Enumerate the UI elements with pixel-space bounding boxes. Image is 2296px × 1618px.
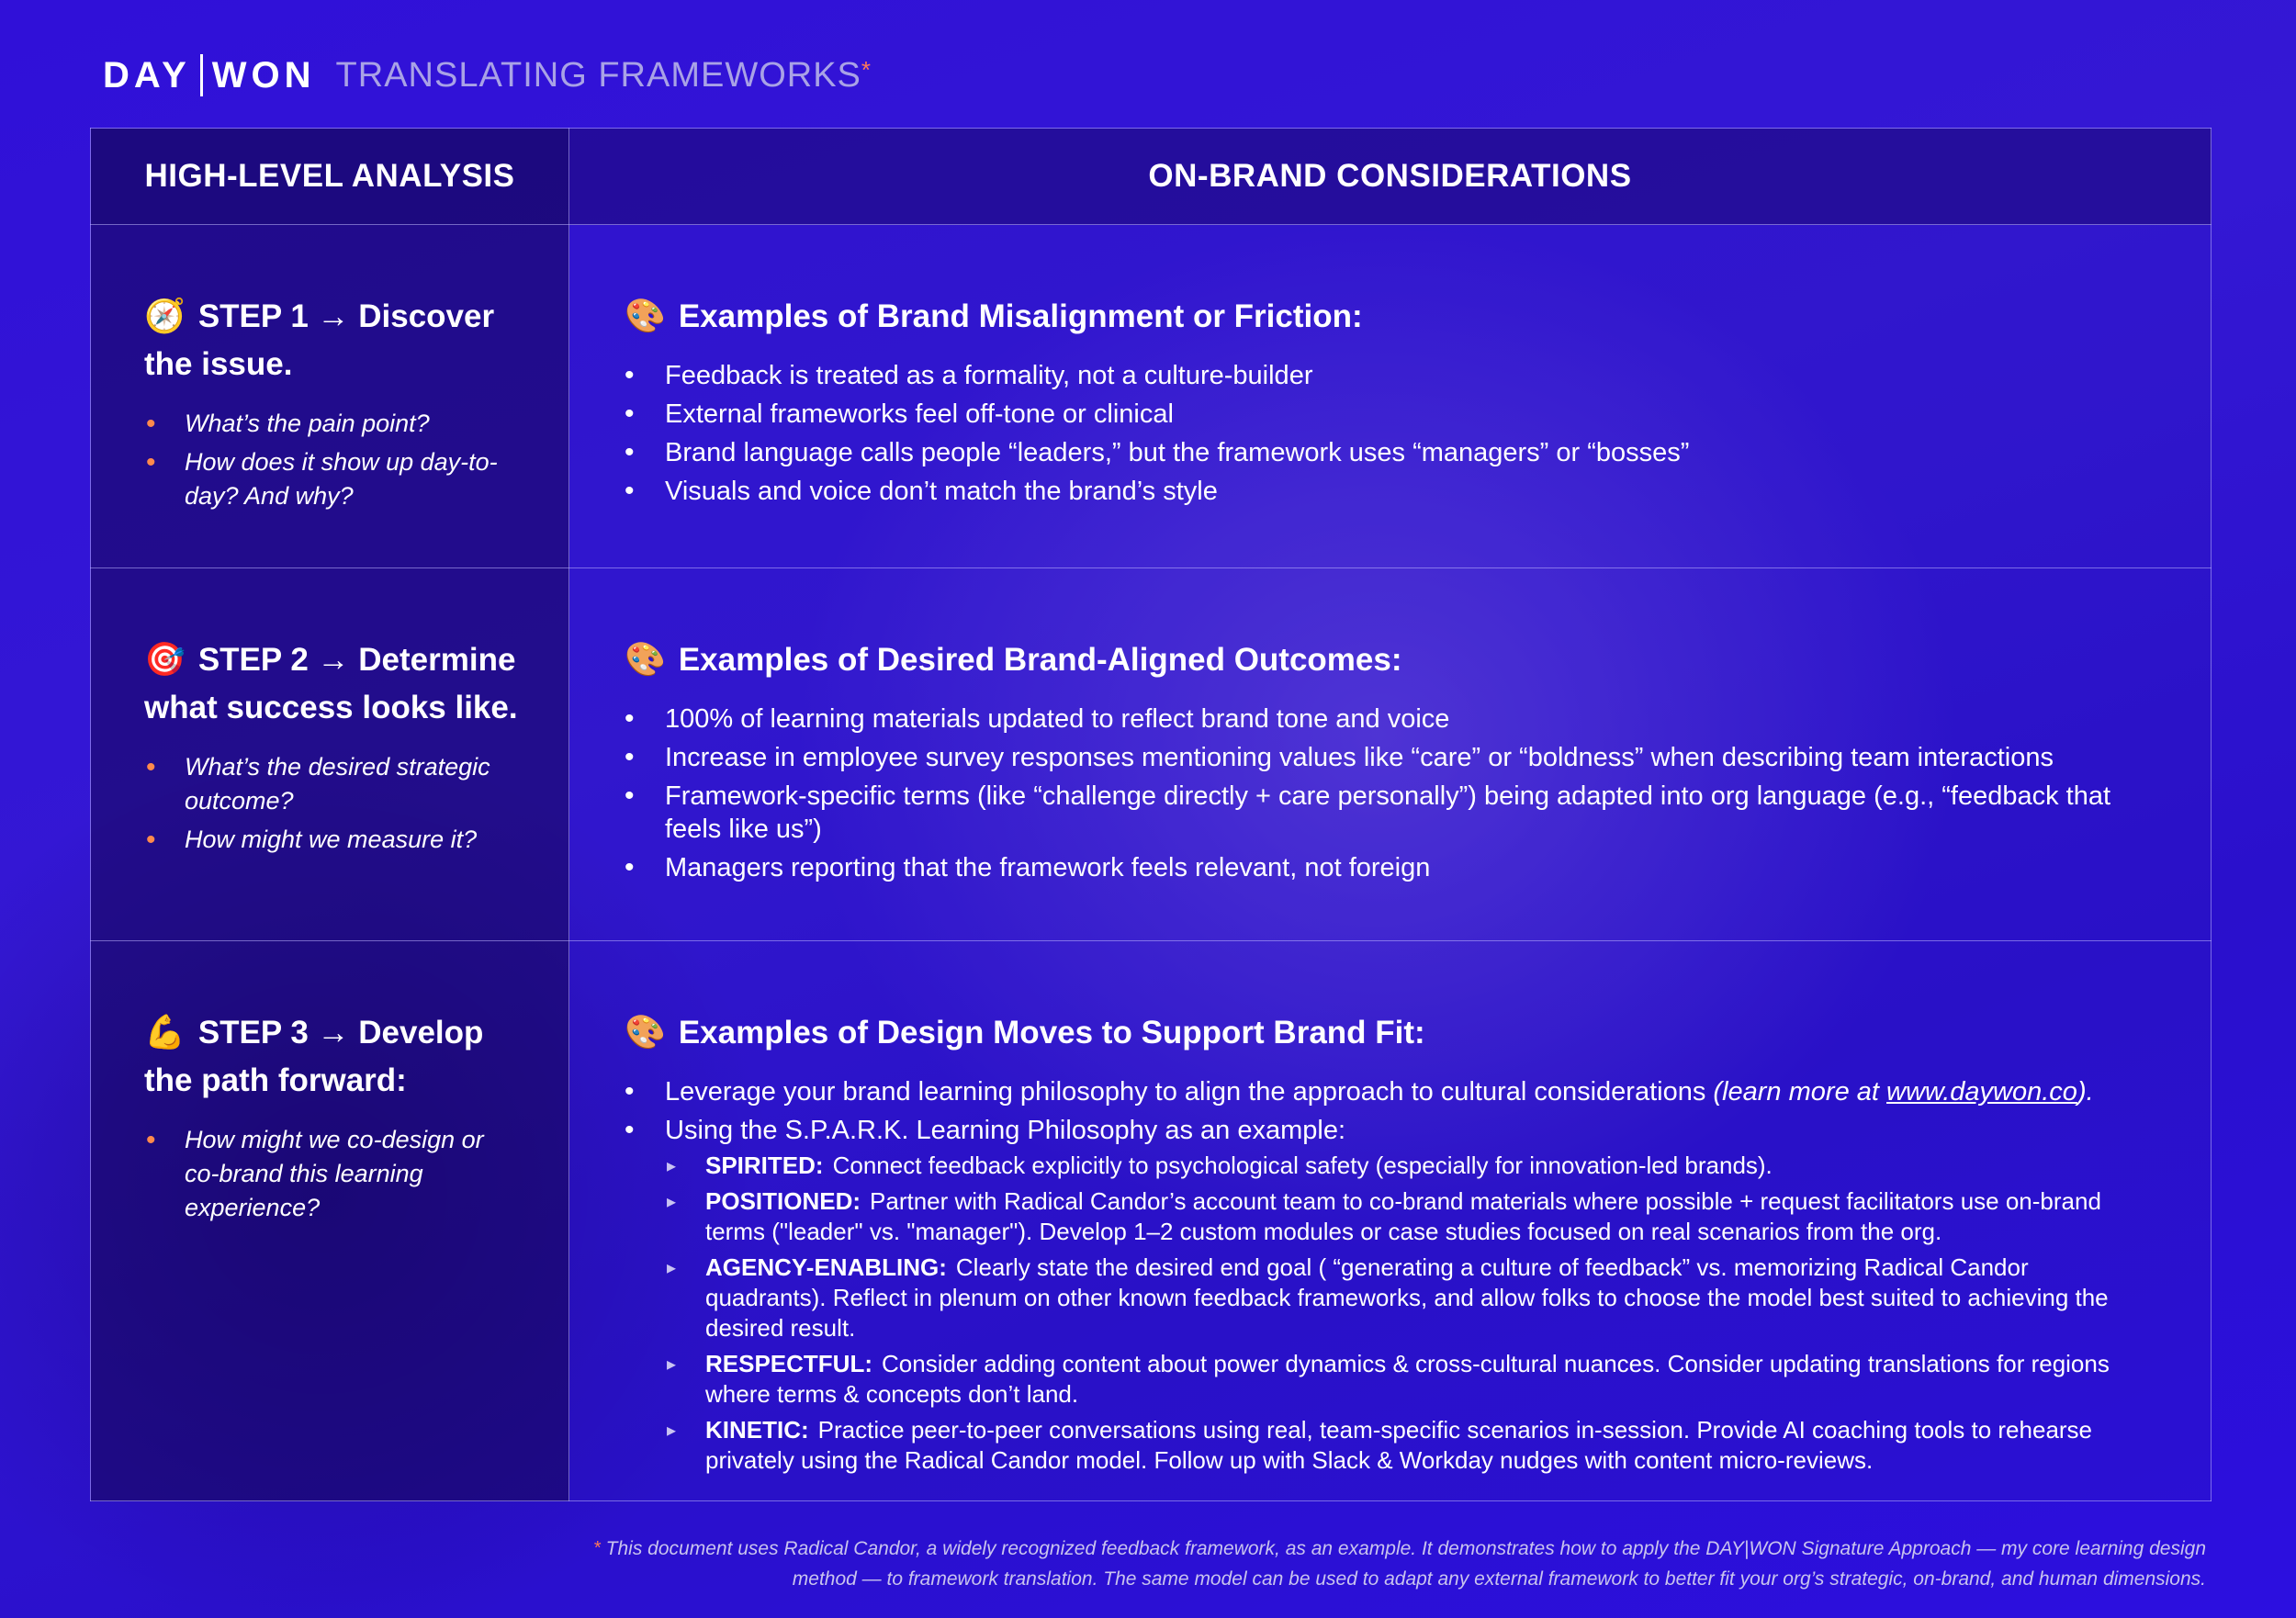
list-item: • Managers reporting that the framework feels relevant, not foreign — [665, 851, 2155, 884]
outcomes-title — [625, 635, 2155, 684]
spark-item-kinetic: ▸ KINETIC: Practice peer-to-peer conversations using real, team-specific scenarios in-session. Provide AI coaching tools to rehearse privately using the Radical Candor model. Follow up with Slack & Workday nudges with content micro-reviews. — [705, 1415, 2155, 1476]
column-header-considerations: ON-BRAND CONSIDERATIONS — [569, 129, 2212, 225]
compass-icon: 🧭 — [144, 297, 186, 334]
step-3-title — [144, 1008, 523, 1105]
footnote-asterisk: * — [593, 1538, 601, 1558]
list-item: • Brand language calls people “leaders,” but the framework uses “managers” or “bosses” — [665, 436, 2155, 469]
frameworks-table — [90, 128, 2212, 1501]
list-item: • Feedback is treated as a formality, not a culture-builder — [665, 359, 2155, 392]
question-item: • What’s the desired strategic outcome? — [185, 750, 523, 818]
footnote-line-2: method — to framework translation. The same model can be used to adapt any external framework to better fit your org’s strategic, on-brand, and human dimensions. — [792, 1568, 2206, 1590]
design-moves-cell — [569, 941, 2212, 1501]
step-1-cell — [91, 225, 569, 568]
palette-icon: 🎨 — [625, 297, 666, 334]
step-2-questions — [144, 750, 523, 857]
table-row-step-1 — [91, 225, 2212, 568]
spark-item-agency-enabling: ▸ AGENCY-ENABLING: Clearly state the desired end goal ( “generating a culture of feedback” vs. memorizing Radical Candor quadrants). Reflect in plenum on other known feedback frameworks, and allow folks to choose the model best suited to achieving the desired result. — [705, 1253, 2155, 1343]
question-item: • What’s the pain point? — [185, 407, 523, 441]
list-item: • Framework-specific terms (like “challenge directly + care personally”) being adapted into org language (e.g., “feedback that feels like us”) — [665, 780, 2155, 846]
daywon-link[interactable]: www.daywon.co — [1886, 1077, 2077, 1107]
question-item: • How might we measure it? — [185, 823, 523, 857]
outcomes-cell — [569, 568, 2212, 941]
outcomes-list — [625, 702, 2155, 884]
table-row-step-2 — [91, 568, 2212, 941]
step-2-cell — [91, 568, 569, 941]
page-title-text: TRANSLATING FRAMEWORKS — [335, 55, 861, 95]
step-3-questions — [144, 1123, 523, 1225]
step-1-title — [144, 292, 523, 388]
spark-list — [665, 1151, 2155, 1476]
learn-more-note: (learn more at www.daywon.co). — [1713, 1077, 2094, 1107]
list-item-text: Using the S.P.A.R.K. Learning Philosophy as an example: — [665, 1116, 1346, 1145]
target-icon: 🎯 — [144, 640, 186, 678]
step-1-title-text: STEP 1 → Discover the issue. — [144, 298, 495, 382]
list-item: • Visuals and voice don’t match the brand’s style — [665, 475, 2155, 508]
step-1-questions — [144, 407, 523, 513]
footnote — [461, 1534, 2206, 1594]
step-3-title-text: STEP 3 → Develop the path forward: — [144, 1015, 484, 1098]
step-3-cell — [91, 941, 569, 1501]
table-row-step-3 — [91, 941, 2212, 1501]
misalignment-title-text: Examples of Brand Misalignment or Friction: — [678, 298, 1363, 334]
page-title — [336, 56, 872, 96]
misalignment-list — [625, 359, 2155, 508]
palette-icon: 🎨 — [625, 1013, 666, 1051]
palette-icon: 🎨 — [625, 640, 666, 678]
misalignment-cell — [569, 225, 2212, 568]
page-header — [103, 48, 872, 103]
question-item: • How might we co-design or co-brand this learning experience? — [185, 1123, 523, 1225]
misalignment-title — [625, 292, 2155, 341]
list-item: • Increase in employee survey responses mentioning values like “care” or “boldness” when describing team interactions — [665, 741, 2155, 774]
spark-item-spirited: ▸ SPIRITED: Connect feedback explicitly to psychological safety (especially for innovation-led brands). — [705, 1151, 2155, 1181]
table-header-row — [91, 129, 2212, 225]
spark-item-respectful: ▸ RESPECTFUL: Consider adding content about power dynamics & cross-cultural nuances. Consider updating translations for regions where terms & concepts don’t land. — [705, 1349, 2155, 1410]
logo-day: DAY — [103, 54, 191, 96]
spark-item-positioned: ▸ POSITIONED: Partner with Radical Candor’s account team to co-brand materials where possible + request facilitators use on-brand terms ("leader" vs. "manager"). Develop 1–2 custom modules or case studies focused on real scenarios from the org. — [705, 1186, 2155, 1247]
question-item: • How does it show up day-to-day? And why? — [185, 445, 523, 513]
title-asterisk: * — [861, 55, 872, 84]
column-header-analysis: HIGH-LEVEL ANALYSIS — [91, 129, 569, 225]
list-item: • 100% of learning materials updated to reflect brand tone and voice — [665, 702, 2155, 736]
design-moves-list — [625, 1075, 2155, 1476]
list-item-text: Leverage your brand learning philosophy to align the approach to cultural considerations — [665, 1077, 1706, 1107]
design-moves-title-text: Examples of Design Moves to Support Brand Fit: — [678, 1015, 1425, 1051]
list-item — [665, 1114, 2155, 1476]
flexed-bicep-icon: 💪 — [144, 1013, 186, 1051]
logo-divider — [200, 54, 203, 96]
daywon-logo — [103, 54, 316, 96]
design-moves-title — [625, 1008, 2155, 1057]
step-2-title-text: STEP 2 → Determine what success looks like. — [144, 642, 518, 725]
outcomes-title-text: Examples of Desired Brand-Aligned Outcomes: — [678, 642, 1402, 678]
list-item — [665, 1075, 2155, 1108]
step-2-title — [144, 635, 523, 732]
footnote-line-1: This document uses Radical Candor, a widely recognized feedback framework, as an example. It demonstrates how to apply the DAY|WON Signature Approach — my core learning design — [605, 1538, 2206, 1559]
list-item: • External frameworks feel off-tone or clinical — [665, 398, 2155, 431]
logo-won: WON — [211, 54, 316, 96]
